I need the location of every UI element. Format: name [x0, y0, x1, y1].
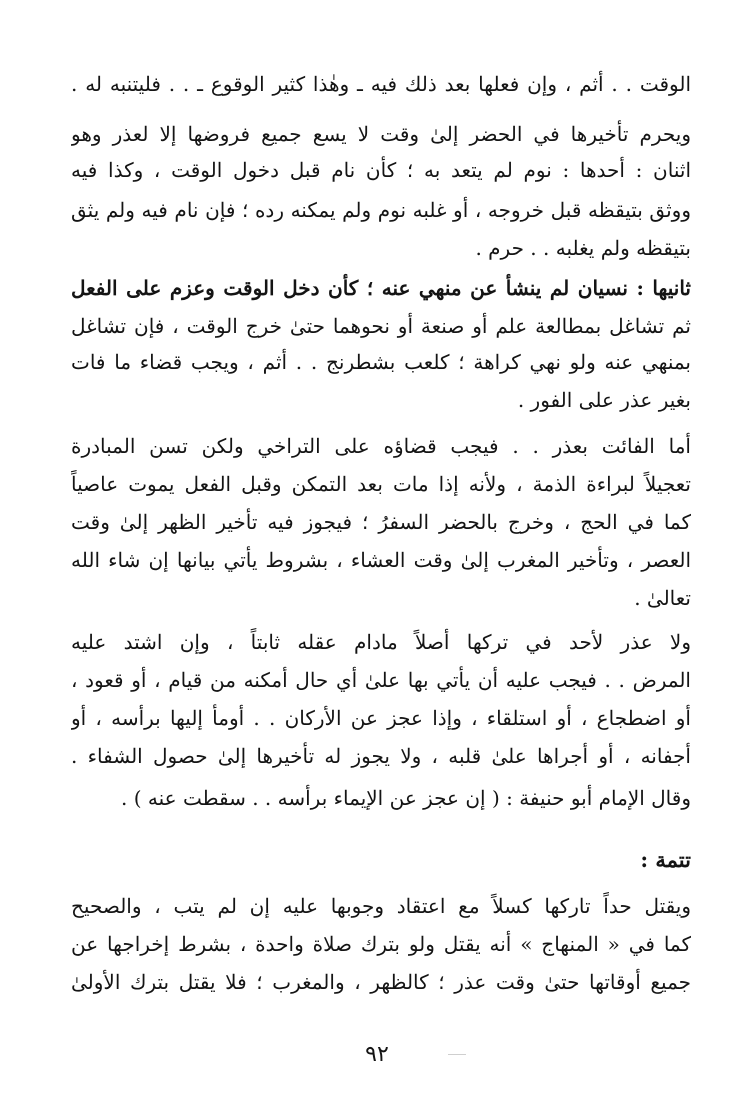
- text-line-10: أما الفائت بعذر . . فيجب قضاؤه على التراخي ولكن تسن المبادرة: [71, 434, 691, 458]
- text-line-11: تعجيلاً لبراءة الذمة ، ولأنه إذا مات بعد التمكن وقبل الفعل يموت عاصياً: [71, 472, 691, 496]
- text-line-8: بمنهي عنه ولو نهي كراهة ؛ كلعب بشطرنج . . أثم ، ويجب قضاء ما فات: [71, 350, 691, 374]
- text-line-17: أو اضطجاع ، أو استلقاء ، وإذا عجز عن الأركان . . أومأ إليها برأسه ، أو: [71, 706, 691, 730]
- text-line-3: اثنان : أحدها : نوم لم يتعد به ؛ كأن نام قبل دخول الوقت ، وكذا فيه: [71, 158, 691, 182]
- text-line-5: بتيقظه ولم يغلبه . . حرم .: [475, 236, 691, 260]
- text-line-2: ويحرم تأخيرها في الحضر إلىٰ وقت لا يسع جميع فروضها إلا لعذر وهو: [71, 122, 691, 146]
- text-line-4: ووثق بتيقظه قبل خروجه ، أو غلبه نوم ولم يمكنه رده ؛ فإن نام فيه ولم يثق: [71, 198, 691, 222]
- text-line-21: كما في « المنهاج » أنه يقتل ولو بترك صلاة واحدة ، بشرط إخراجها عن: [71, 932, 691, 956]
- text-line-6: ثانيها : نسيان لم ينشأ عن منهي عنه ؛ كأن دخل الوقت وعزم على الفعل: [71, 276, 691, 300]
- page-number: ٩٢: [365, 1042, 389, 1067]
- text-line-1: الوقت . . أثم ، وإن فعلها بعد ذلك فيه ـ وهٰذا كثير الوقوع ـ . . فليتنبه له .: [71, 72, 691, 96]
- text-line-20: ويقتل حداً تاركها كسلاً مع اعتقاد وجوبها عليه إن لم يتب ، والصحيح: [71, 894, 691, 918]
- text-line-15: ولا عذر لأحد في تركها أصلاً مادام عقله ثابتاً ، وإن اشتد عليه: [71, 630, 691, 654]
- text-line-14: تعالىٰ .: [634, 586, 691, 610]
- text-line-12: كما في الحج ، وخرج بالحضر السفرُ ؛ فيجوز فيه تأخير الظهر إلىٰ وقت: [71, 510, 691, 534]
- text-line-16: المرض . . فيجب عليه أن يأتي بها علىٰ أي حال أمكنه من قيام ، أو قعود ،: [71, 668, 691, 692]
- text-line-9: بغير عذر على الفور .: [517, 388, 691, 412]
- text-line-22: جميع أوقاتها حتىٰ وقت عذر ؛ كالظهر ، والمغرب ؛ فلا يقتل بترك الأولىٰ: [71, 970, 691, 994]
- text-line-7: ثم تشاغل بمطالعة علم أو صنعة أو نحوهما حتىٰ خرج الوقت ، فإن تشاغل: [71, 314, 691, 338]
- text-line-13: العصر ، وتأخير المغرب إلىٰ وقت العشاء ، بشروط يأتي بيانها إن شاء الله: [71, 548, 691, 572]
- scan-mark: [448, 1054, 466, 1055]
- section-heading: تتمة :: [640, 847, 691, 872]
- text-line-18: أجفانه ، أو أجراها علىٰ قلبه ، ولا يجوز له تأخيرها إلىٰ حصول الشفاء .: [71, 744, 691, 768]
- text-line-19: وقال الإمام أبو حنيفة : ( إن عجز عن الإيماء برأسه . . سقطت عنه ) .: [121, 786, 691, 810]
